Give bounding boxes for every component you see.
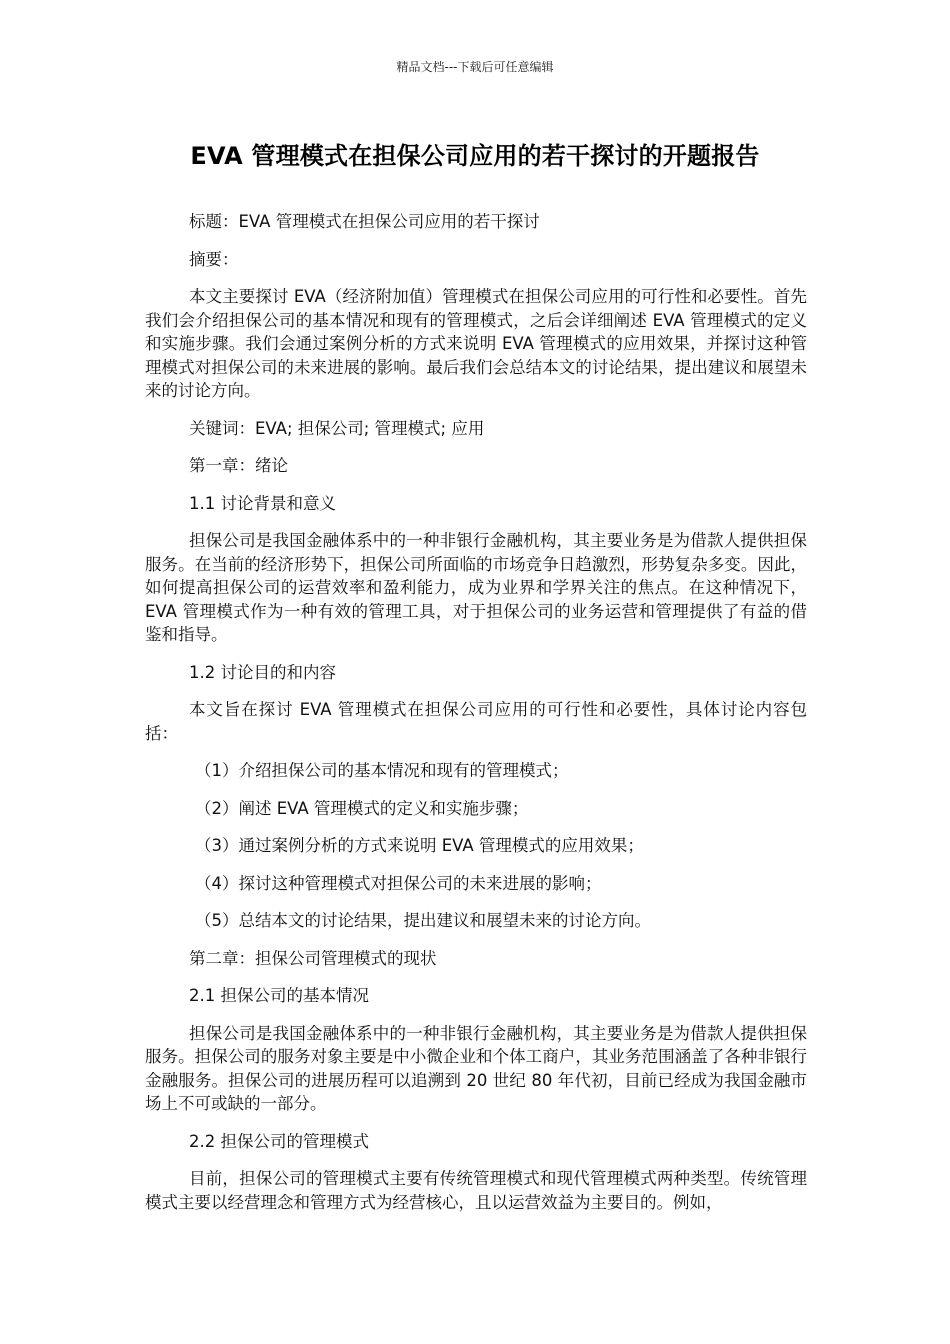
paragraph-abstract-label: 摘要： — [189, 249, 239, 269]
list-item: （3）通过案例分析的方式来说明 EVA 管理模式的应用效果； — [195, 836, 644, 855]
paragraph-keywords: 关键词：EVA; 担保公司; 管理模式; 应用 — [189, 418, 485, 438]
section-heading-2-1: 2.1 担保公司的基本情况 — [189, 986, 369, 1005]
document-title: EVA 管理模式在担保公司应用的若干探讨的开题报告 — [190, 142, 760, 170]
paragraph-abstract-text: 本文主要探讨 EVA（经济附加值）管理模式在担保公司应用的可行性和必要性。首先我们会介绍担保公司的基本情况和现有的管理模式，之后会详细阐述 EVA 管理模式的定义和实施步骤。我们会通过案例分析的方式来说明 EVA 管理模式的应用效果，并探讨这种管理模式对担保公司的未来进展的影响。最后我们会总结本文的讨论结果，提出建议和展望未来的讨论方向。 — [145, 287, 807, 400]
paragraph-background: 担保公司是我国金融体系中的一种非银行金融机构，其主要业务是为借款人提供担保服务。在当前的经济形势下，担保公司所面临的市场竞争日趋激烈，形势复杂多变。因此，如何提高担保公司的运营效率和盈利能力，成为业界和学界关注的焦点。在这种情况下，EVA 管理模式作为一种有效的管理工具，对于担保公司的业务运营和管理提供了有益的借鉴和指导。 — [145, 531, 807, 644]
paragraph-company-overview: 担保公司是我国金融体系中的一种非银行金融机构，其主要业务是为借款人提供担保服务。担保公司的服务对象主要是中小微企业和个体工商户，其业务范围涵盖了各种非银行金融服务。担保公司的进展历程可以追溯到 20 世纪 80 年代初，目前已经成为我国金融市场上不可或缺的一部分。 — [145, 1023, 807, 1113]
chapter-heading-2: 第二章：担保公司管理模式的现状 — [189, 948, 437, 968]
list-item: （5）总结本文的讨论结果，提出建议和展望未来的讨论方向。 — [195, 911, 651, 930]
section-heading-1-1: 1.1 讨论背景和意义 — [189, 493, 336, 513]
paragraph-purpose: 本文旨在探讨 EVA 管理模式在担保公司应用的可行性和必要性，具体讨论内容包括： — [145, 700, 807, 743]
paragraph-subject-line: 标题：EVA 管理模式在担保公司应用的若干探讨 — [189, 212, 540, 231]
section-heading-2-2: 2.2 担保公司的管理模式 — [189, 1131, 369, 1151]
paragraph-management-models: 目前，担保公司的管理模式主要有传统管理模式和现代管理模式两种类型。传统管理模式主要以经营理念和管理方式为经营核心，且以运营效益为主要目的。例如， — [145, 1169, 807, 1212]
chapter-heading-1: 第一章：绪论 — [189, 456, 288, 475]
header-note: 精品文档---下载后可任意编辑 — [396, 60, 554, 74]
list-item: （1）介绍担保公司的基本情况和现有的管理模式； — [195, 761, 569, 780]
document-body — [145, 210, 807, 1228]
list-item: （4）探讨这种管理模式对担保公司的未来进展的影响； — [195, 873, 602, 893]
list-item: （2）阐述 EVA 管理模式的定义和实施步骤； — [195, 798, 529, 818]
section-heading-1-2: 1.2 讨论目的和内容 — [189, 662, 336, 682]
